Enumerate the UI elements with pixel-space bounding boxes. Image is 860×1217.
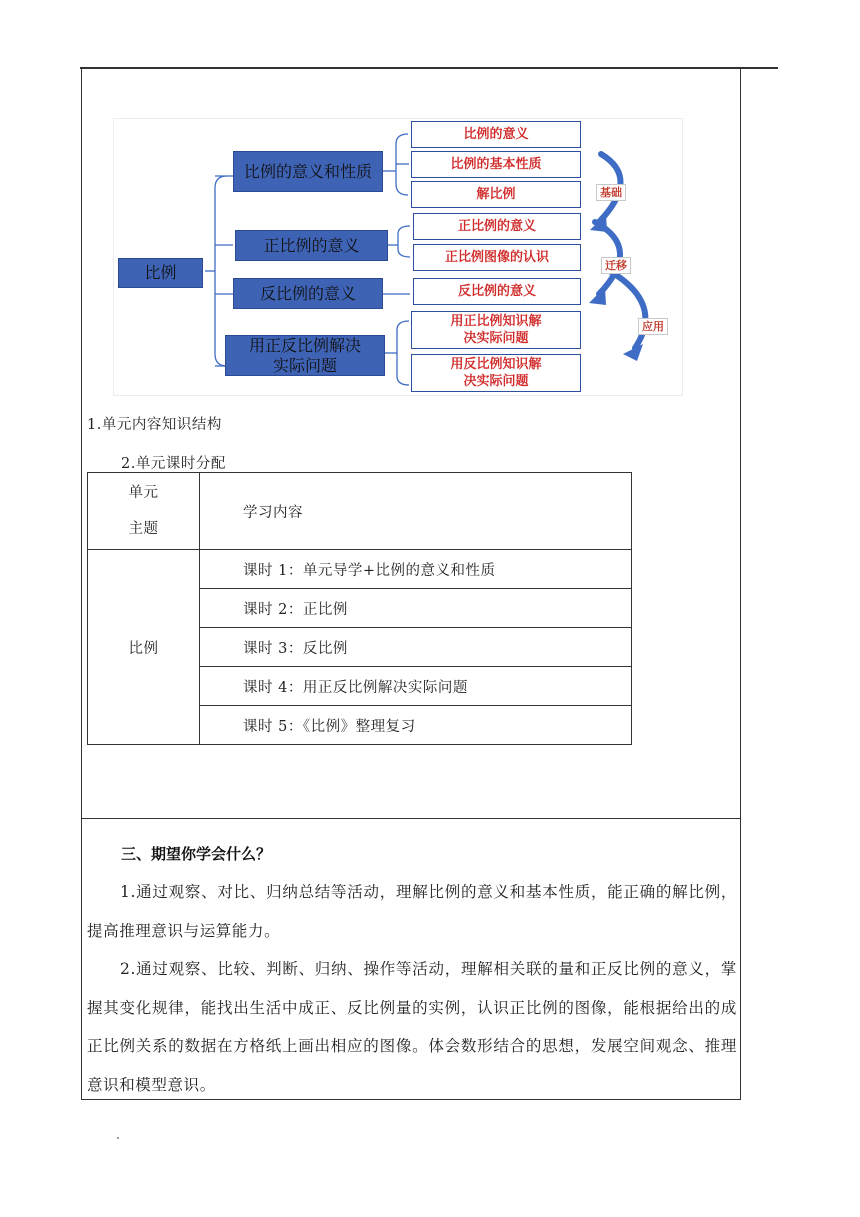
- table-header-row: [88, 473, 632, 550]
- unit-cell: 比例: [88, 550, 200, 745]
- lesson-cell: 课时 1：单元导学+比例的意义和性质: [200, 550, 632, 589]
- item-ratio-basic-property: 比例的基本性质: [411, 151, 581, 178]
- lesson-cell: 课时 4：用正反比例解决实际问题: [200, 667, 632, 706]
- tag-application: 应用: [638, 318, 668, 335]
- caption-lesson-allocation: 2.单元课时分配: [121, 456, 226, 472]
- header-unit-line-1: 单元: [128, 485, 159, 501]
- header-unit-line-2: 主题: [128, 521, 159, 537]
- table-row: [88, 550, 632, 589]
- item-direct-application: 用正比例知识解决实际问题: [411, 311, 581, 349]
- knowledge-structure-diagram: [113, 118, 683, 396]
- item-inverse-application: 用反比例知识解决实际问题: [411, 354, 581, 392]
- lesson-cell: 课时 3：反比例: [200, 628, 632, 667]
- section-divider: [81, 818, 741, 819]
- group-node-inverse-proportion: 反比例的意义: [233, 278, 383, 309]
- paragraph-goal-2: 2.通过观察、比较、判断、归纳、操作等活动，理解相关联的量和正反比例的意义，掌握其变化规律，能找出生活中成正、反比例量的实例，认识正比例的图像，能根据给出的成正比例关系的数据在方格纸上画出相应的图像。体会数形结合的思想，发展空间观念、推理意识和模型意识。: [87, 960, 737, 1094]
- diagram-connectors: [113, 118, 683, 396]
- header-learning-content: 学习内容: [200, 473, 632, 550]
- item-solve-ratio: 解比例: [411, 181, 581, 208]
- root-node: 比例: [118, 258, 203, 288]
- paragraph-goal-1: 1.通过观察、对比、归纳总结等活动，理解比例的意义和基本性质，能正确的解比例，提高推理意识与运算能力。: [87, 883, 737, 940]
- section-title-expectations: 三、期望你学会什么？: [121, 845, 272, 863]
- lesson-allocation-table: [87, 472, 632, 745]
- tag-transfer: 迁移: [601, 257, 631, 274]
- lesson-cell: 课时 2：正比例: [200, 589, 632, 628]
- item-inverse-meaning: 反比例的意义: [413, 278, 581, 305]
- page-mark: [117, 1137, 119, 1139]
- lesson-cell: 课时 5：《比例》整理复习: [200, 706, 632, 745]
- group-node-meaning-properties: 比例的意义和性质: [233, 151, 383, 192]
- group-node-direct-proportion: 正比例的意义: [235, 230, 388, 261]
- header-unit-theme: [88, 473, 200, 550]
- item-ratio-meaning: 比例的意义: [411, 121, 581, 148]
- item-direct-meaning: 正比例的意义: [413, 213, 581, 240]
- item-direct-graph: 正比例图像的认识: [413, 244, 581, 271]
- group-node-application: 用正反比例解决实际问题: [225, 335, 385, 376]
- caption-knowledge-structure: 1.单元内容知识结构: [87, 417, 222, 433]
- tag-foundation: 基础: [596, 184, 626, 201]
